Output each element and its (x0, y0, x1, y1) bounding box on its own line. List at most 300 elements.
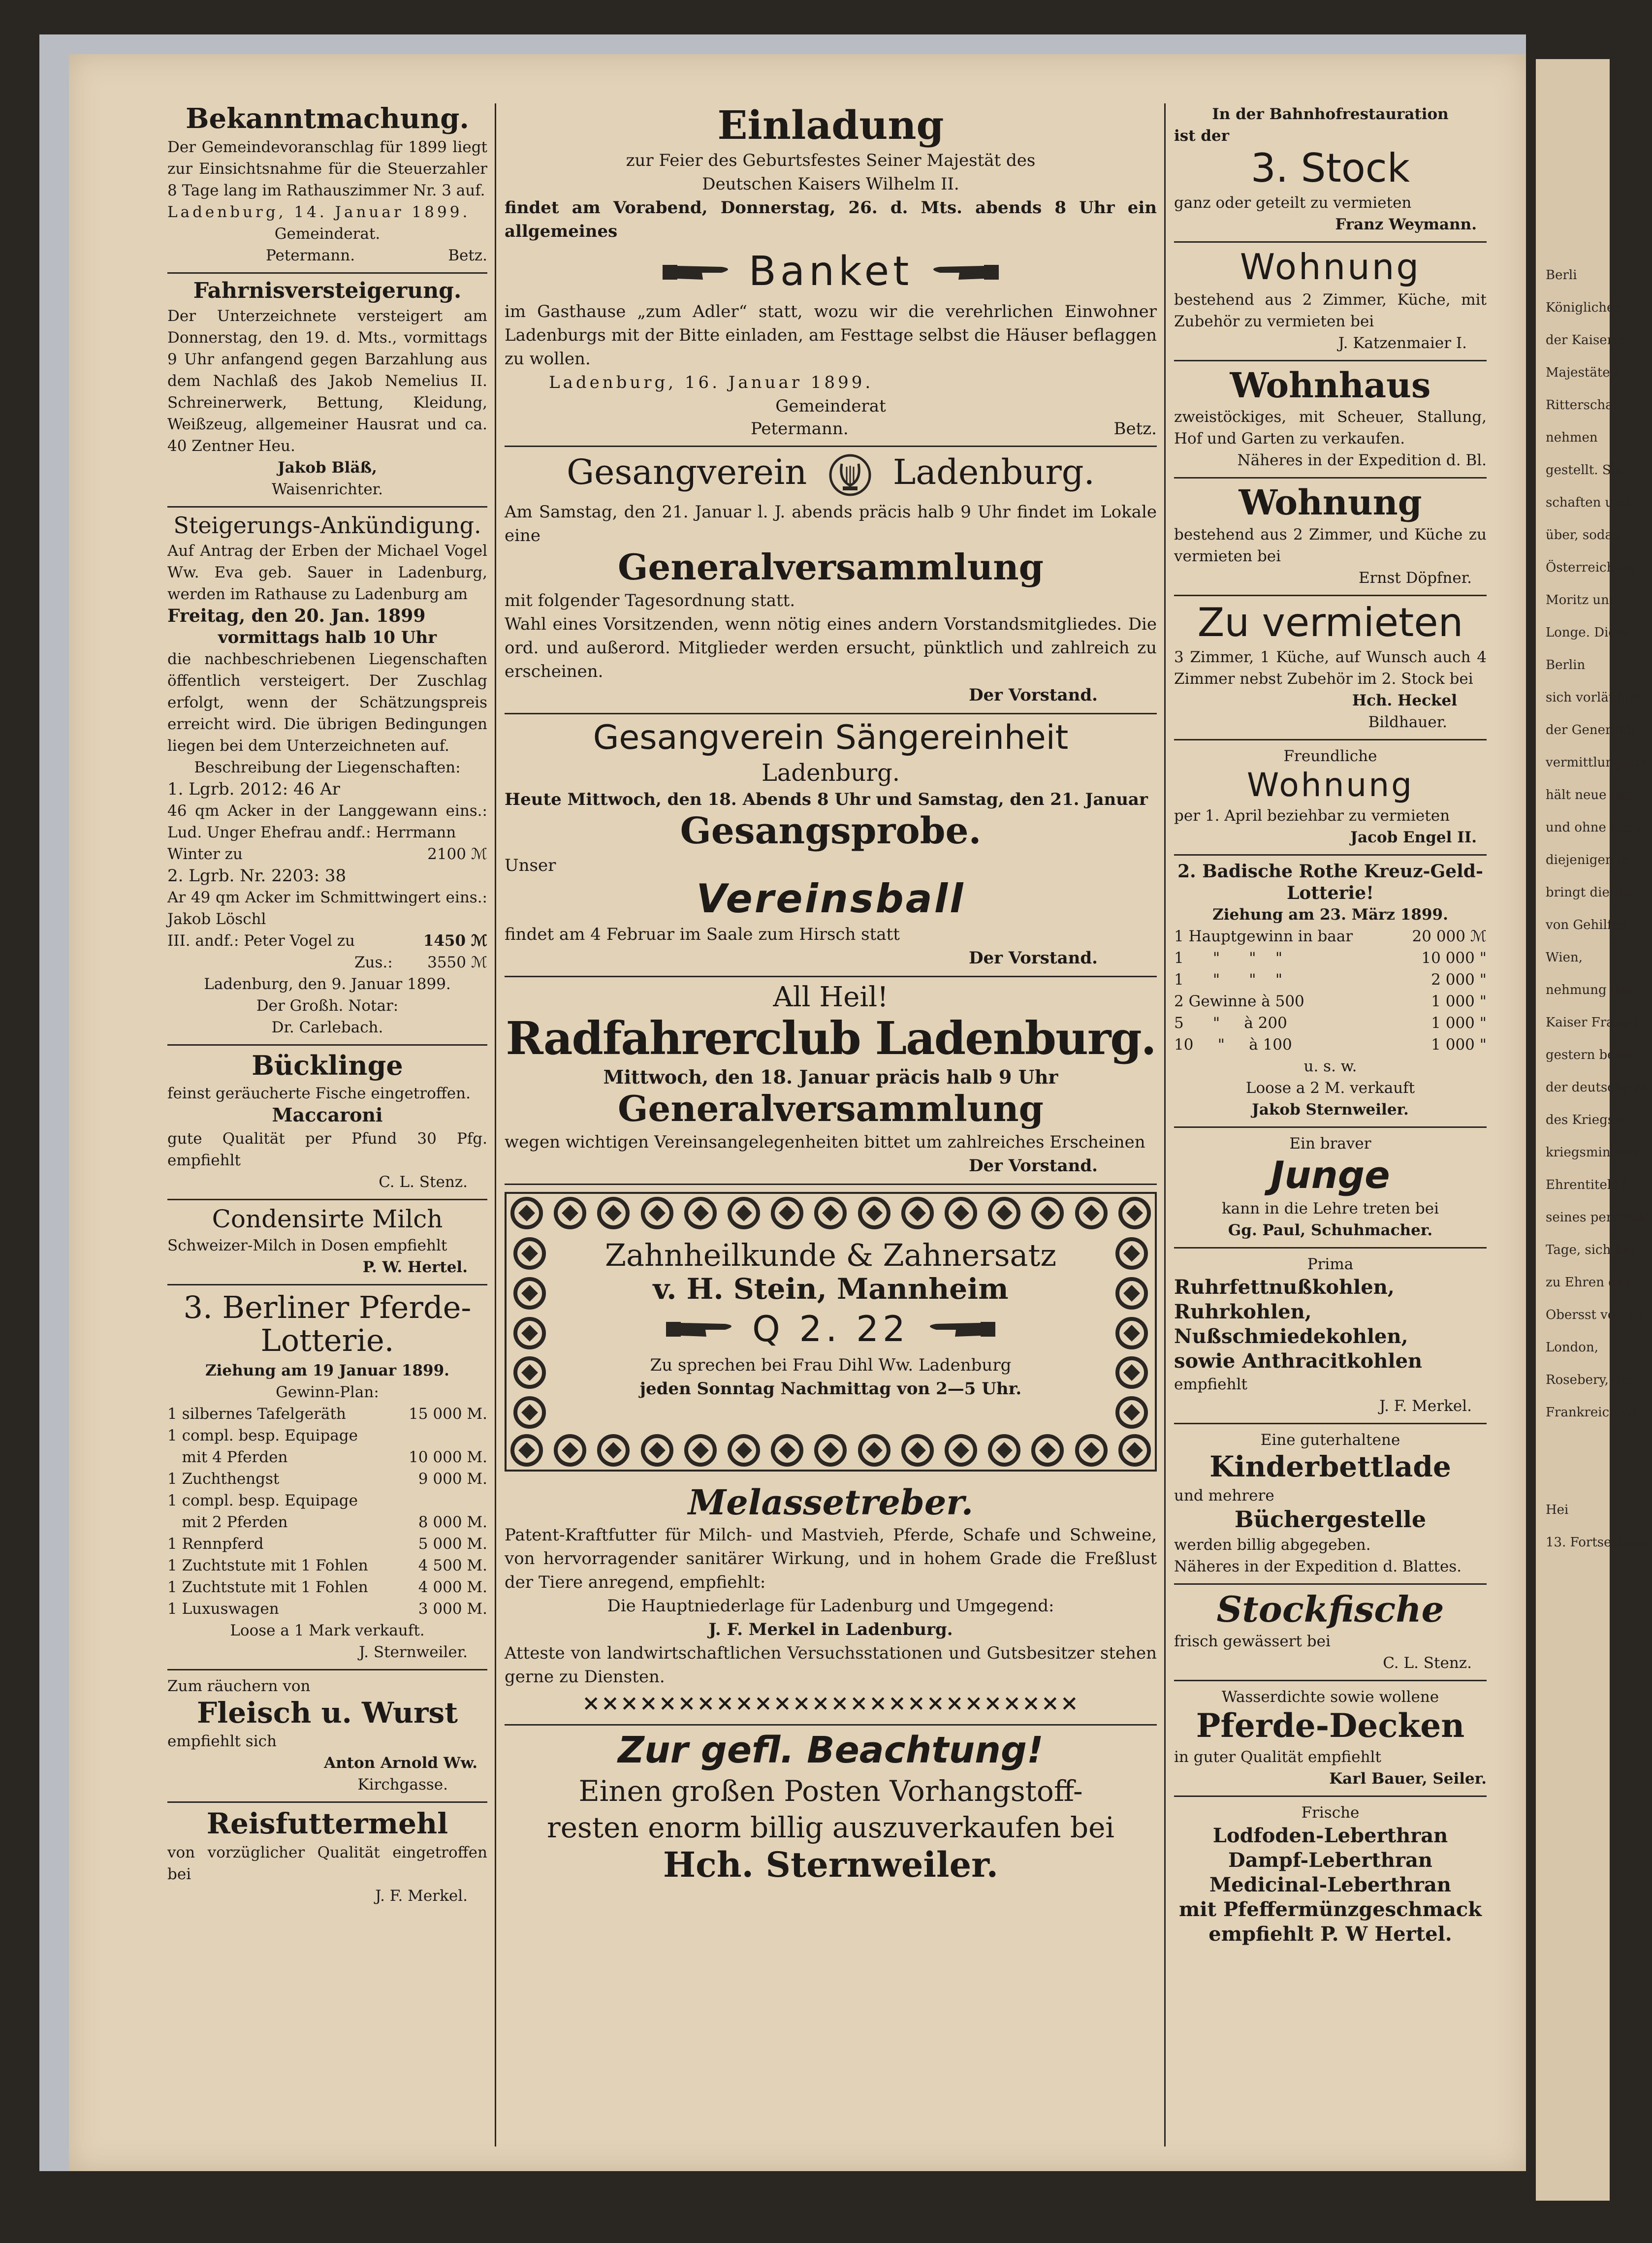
ad-text: Ein braver (1289, 1134, 1371, 1153)
ornament-ring-icon (771, 1434, 803, 1467)
ad-text: 1. Lgrb. 2012: 46 Ar (167, 779, 340, 800)
ad-text: Freundliche (1283, 747, 1377, 765)
ad-text: resten enorm billig auszuverkaufen bei (547, 1810, 1114, 1844)
prize-label: mit 4 Pferden (167, 1448, 288, 1466)
ornament-ring-icon (858, 1434, 890, 1467)
ad-signature: Franz Weymann. (1335, 216, 1477, 233)
ad-text: bestehend aus 2 Zimmer, und Küche zu vermieten bei (1174, 525, 1487, 565)
adjacent-page-text: Wien, (1546, 950, 1583, 965)
adjacent-page-text: Hei (1546, 1503, 1569, 1517)
prize-row (167, 1576, 487, 1598)
ad-date: Ladenburg, 14. Januar 1899. (167, 203, 471, 221)
ad-signature: Hch. Heckel (1352, 691, 1457, 709)
ad-steigerung (167, 508, 487, 1046)
adjacent-page-text: bringt die Do (1546, 885, 1632, 900)
ad-text: Auf Antrag der Erben der Michael Vogel Ww. Eva geb. Sauer in Ladenburg, werden im Rathause zu Ladenburg am (167, 542, 487, 604)
pointing-hand-right-icon (663, 258, 736, 286)
ad-text: Einen großen Posten Vorhangstoff- (578, 1774, 1083, 1808)
adjacent-page-text: von Gehilfen (1546, 918, 1628, 932)
prize-row (1174, 1012, 1487, 1034)
ad-text: wegen wichtigen Vereinsangelegenheiten bittet um zahlreiches Erscheinen (505, 1132, 1145, 1152)
ad-signature: Petermann. (266, 246, 355, 264)
prize-label: 1 silbernes Tafelgeräth (167, 1405, 346, 1423)
ornament-ring-icon (1115, 1356, 1148, 1389)
ornament-ring-icon (771, 1197, 803, 1229)
ad-title: Wohnung (1239, 246, 1421, 288)
ornament-ring-icon (513, 1317, 546, 1349)
ad-headline: Generalversammlung (618, 1088, 1044, 1130)
ad-text: im Gasthause „zum Adler“ statt, wozu wir die verehrlichen Einwohner Ladenburgs mit der Bitte einladen, am Festtage selbst die Häuser beflaggen zu wollen. (505, 302, 1157, 369)
ad-stockfische (1174, 1585, 1487, 1682)
adjacent-page-text: des Kriegsm (1546, 1113, 1626, 1127)
adjacent-page-text: gestern beim (1546, 1048, 1631, 1062)
ad-title: Bücklinge (252, 1050, 403, 1082)
ad-title: Junge (1271, 1153, 1390, 1197)
ad-title: Melassetreber. (688, 1481, 974, 1523)
ad-title: Wohnung (1247, 766, 1414, 804)
ad-gesangverein (505, 447, 1157, 714)
ornament-ring-icon (641, 1434, 673, 1467)
ad-signature: Karl Bauer, Seiler. (1329, 1769, 1487, 1788)
ad-fahrnisversteigerung (167, 274, 487, 508)
ad-headline: Gesangsprobe. (680, 809, 982, 852)
ad-kinderbettlade (1174, 1424, 1487, 1585)
adjacent-page-text: Ritterschaf (1546, 398, 1618, 413)
adjacent-page-text: zu Ehren des (1546, 1275, 1631, 1290)
ornament-ring-icon (1115, 1277, 1148, 1310)
ad-text: Näheres in der Expedition d. Blattes. (1174, 1557, 1462, 1575)
ad-value: 1450 ℳ (423, 932, 487, 950)
adjacent-page-text: gestellt. Sie (1546, 463, 1623, 478)
ornament-ring-icon (814, 1197, 847, 1229)
adjacent-page-text: kriegsminister (1546, 1145, 1640, 1160)
ad-text: Unser (505, 855, 556, 875)
adjacent-page-text: Berli (1546, 268, 1577, 283)
prize-value: 5 000 M. (418, 1535, 487, 1553)
ad-signature: Kirchgasse. (357, 1776, 448, 1794)
column-middle (505, 98, 1157, 2147)
ad-radfahrerclub (505, 977, 1157, 1185)
adjacent-page-text: hält neue Bro (1546, 788, 1634, 802)
ad-text: Patent-Kraftfutter für Milch- und Mastvieh, Pferde, Schafe und Schweine, von hervorragender sanitärer Wirkung, und in hohem Grade die Freßlust der Tiere anregend, empfiehlt: (505, 1525, 1157, 1593)
ornament-ring-icon (1031, 1197, 1064, 1229)
ornament-border-bottom (507, 1431, 1155, 1470)
ad-text: Näheres in der Expedition d. Bl. (1237, 451, 1487, 470)
ad-einladung (505, 98, 1157, 447)
ad-greeting: All Heil! (773, 981, 889, 1013)
ornament-ring-icon (901, 1434, 934, 1467)
ornament-ring-icon (1118, 1434, 1151, 1467)
ornament-ring-icon (988, 1434, 1020, 1467)
prize-value: 1 000 " (1431, 992, 1487, 1010)
ornament-ring-icon (554, 1434, 586, 1467)
prize-label: 1 Zuchtstute mit 1 Fohlen (167, 1578, 368, 1596)
ornament-ring-icon (901, 1197, 934, 1229)
ad-text: werden billig abgegeben. (1174, 1536, 1371, 1554)
pointing-hand-right-icon (666, 1315, 740, 1343)
ad-time: vormittags halb 10 Uhr (218, 628, 437, 648)
prize-label: 5 " à 200 (1174, 1014, 1287, 1032)
ad-text: Eine guterhaltene (1260, 1431, 1400, 1449)
ornament-ring-icon (1118, 1197, 1151, 1229)
ornament-ring-icon (513, 1396, 546, 1429)
ad-text: und mehrere (1174, 1486, 1274, 1505)
ad-title: Stockfische (1216, 1588, 1444, 1630)
adjacent-page-text: Longe. Diese (1546, 625, 1630, 640)
ad-subheading: Beschreibung der Liegenschaften: (194, 759, 461, 777)
prize-row (167, 1555, 487, 1576)
ad-text: ganz oder geteilt zu vermieten (1174, 194, 1412, 212)
ornament-ring-icon (684, 1434, 717, 1467)
ornament-ring-icon (858, 1197, 890, 1229)
prize-row (1174, 926, 1487, 947)
ad-dritter-stock (1174, 98, 1487, 243)
adjacent-page-text: Moritz und (1546, 593, 1618, 608)
prize-label: 1 Zuchthengst (167, 1470, 280, 1488)
ad-text: Der Gemeindevoranschlag für 1899 liegt zur Einsichtsnahme für die Steuerzahler 8 Tage lang im Rathauszimmer Nr. 3 auf. (167, 138, 487, 199)
ad-text: frisch gewässert bei (1174, 1633, 1331, 1651)
adjacent-page-text: der deutsche M (1546, 1080, 1648, 1095)
ad-sum-value: 3550 ℳ (427, 954, 487, 972)
ornament-ring-icon (945, 1434, 977, 1467)
ornament-row: ×××××××××××××××××××××××××× (582, 1691, 1080, 1716)
ad-text: Wahl eines Vorsitzenden, wenn nötig eines andern Vorstandsmitgliedes. Die ord. und außerord. Mitglieder werden ersucht, pünktlich und zahlreich zu erscheinen. (505, 614, 1157, 681)
prize-label: 1 compl. besp. Equipage (167, 1491, 358, 1509)
ad-signature: C. L. Stenz. (379, 1173, 468, 1191)
ad-text: per 1. April beziehbar zu vermieten (1174, 806, 1450, 825)
ornament-ring-icon (1031, 1434, 1064, 1467)
ad-text: in guter Qualität empfiehlt (1174, 1748, 1381, 1766)
ad-text: Die Hauptniederlage für Ladenburg und Umgegend: (607, 1596, 1054, 1616)
ad-text: Schweizer-Milch in Dosen empfiehlt (167, 1237, 447, 1255)
prize-list (167, 1403, 487, 1620)
ad-title: Fleisch u. Wurst (197, 1696, 458, 1730)
ornament-ring-icon (510, 1434, 543, 1467)
ad-signature: Der Großh. Notar: (256, 997, 399, 1015)
prize-label: 1 " " " (1174, 949, 1283, 967)
ad-title: Condensirte Milch (212, 1204, 443, 1233)
ad-body (556, 1238, 1106, 1425)
ad-text: findet am 4 Februar im Saale zum Hirsch statt (505, 924, 900, 944)
prize-label: mit 2 Pferden (167, 1513, 288, 1531)
adjacent-page-text: schaften und (1546, 495, 1630, 510)
column-divider (495, 103, 496, 2147)
ad-headline: Vereinsball (696, 875, 965, 922)
adjacent-page-text: vermittlungsste (1546, 755, 1648, 770)
adjacent-page-text: Ehrentitels f (1546, 1178, 1627, 1192)
ad-title: 3. Stock (1250, 145, 1410, 191)
ad-fleisch-wurst (167, 1670, 487, 1803)
ad-signature: Betz. (448, 246, 487, 264)
ornament-ring-icon (1075, 1197, 1108, 1229)
ad-title: Steigerungs-Ankündigung. (173, 512, 481, 539)
ad-text: empfiehlt (1174, 1375, 1247, 1393)
ad-zu-vermieten (1174, 596, 1487, 740)
ad-junge (1174, 1128, 1487, 1249)
adjacent-page-text: und ohne Kurs (1546, 820, 1641, 835)
prize-row (167, 1533, 487, 1555)
prize-value: 3 000 M. (418, 1600, 487, 1618)
ad-signature: Bildhauer. (1368, 713, 1447, 731)
ornament-ring-icon (597, 1434, 630, 1467)
ad-text: 3 Zimmer, 1 Küche, auf Wunsch auch 4 Zimmer nebst Zubehör im 2. Stock bei (1174, 648, 1487, 688)
ad-signature: J. F. Merkel in Ladenburg. (708, 1620, 953, 1640)
ad-item: Medicinal-Leberthran (1209, 1873, 1451, 1896)
ad-title: Fahrnisversteigerung. (193, 278, 462, 303)
prize-list (1174, 926, 1487, 1056)
ad-town: Ladenburg. (761, 759, 900, 787)
address-line (556, 1308, 1106, 1349)
ad-signature: C. L. Stenz. (1383, 1654, 1472, 1672)
ornament-ring-icon (945, 1197, 977, 1229)
ad-title: Zu vermieten (1197, 599, 1463, 645)
ad-text: Zu sprechen bei Frau Dihl Ww. Ladenburg (650, 1355, 1012, 1375)
ad-bekanntmachung (167, 98, 487, 274)
prize-row (167, 1598, 487, 1620)
ad-text: feinst geräucherte Fische eingetroffen. (167, 1084, 471, 1102)
adjacent-page-text: 13. Fortsetzung. (1546, 1535, 1652, 1550)
ad-title: Einladung (717, 102, 944, 148)
ad-subheading: Gewinn-Plan: (276, 1383, 379, 1401)
ad-title: Reisfuttermehl (206, 1807, 448, 1841)
pointing-hand-left-icon (921, 1315, 995, 1343)
ad-reisfuttermehl (167, 1803, 487, 1913)
ad-title: Pferde-Decken (1196, 1706, 1465, 1745)
prize-row (1174, 991, 1487, 1012)
prize-value: 10 000 " (1421, 949, 1487, 967)
ad-address: Q 2. 22 (752, 1308, 909, 1349)
ad-text: mit folgender Tagesordnung statt. (505, 590, 795, 610)
prize-value: 9 000 M. (418, 1470, 487, 1488)
ad-signature: Gemeinderat. (274, 224, 381, 243)
ad-text: ist der (1174, 127, 1230, 145)
adjacent-page-text: nehmung des (1546, 983, 1633, 997)
ad-signature: Betz. (1113, 419, 1157, 439)
ad-title: 3. Berliner Pferde- (183, 1289, 472, 1326)
prize-value: 8 000 M. (418, 1513, 487, 1531)
ad-leberthran (1174, 1797, 1487, 1953)
ad-text: jeden Sonntag Nachmittag von 2—5 Uhr. (639, 1378, 1022, 1399)
ad-signature: Hch. Sternweiler. (663, 1844, 998, 1885)
adjacent-page-text: Österreich-un (1546, 560, 1636, 575)
ad-kohlen (1174, 1249, 1487, 1424)
ad-title: 2. Badische Rothe Kreuz-Geld-Lotterie! (1177, 861, 1483, 903)
ornament-ring-icon (554, 1197, 586, 1229)
prize-row (167, 1490, 487, 1511)
ad-name: v. H. Stein, Mannheim (653, 1272, 1009, 1306)
ad-text: 46 qm Acker in der Langgewann eins.: Lud. Unger Ehefrau andf.: Herrmann (167, 802, 487, 842)
prize-value: 1 000 " (1431, 1014, 1487, 1032)
prize-value: 1 000 " (1431, 1035, 1487, 1054)
ornament-ring-icon (728, 1434, 760, 1467)
prize-value: 2 000 " (1431, 970, 1487, 989)
adjacent-page-text: der Kaiserin (1546, 333, 1626, 348)
ornament-ring-icon (513, 1237, 546, 1270)
ad-signature: Der Vorstand. (969, 948, 1098, 968)
ad-condensirte-milch (167, 1200, 487, 1286)
ad-text: Deutschen Kaisers Wilhelm II. (702, 174, 959, 194)
adjacent-page-text: diejenigen in (1546, 853, 1630, 867)
ad-signature: Der Vorstand. (969, 1155, 1098, 1176)
ad-date: Ladenburg, den 9. Januar 1899. (204, 975, 451, 993)
ad-signature: Jakob Bläß, (278, 458, 377, 477)
adjacent-page-text: Majestäten (1546, 365, 1619, 380)
banket-line (505, 248, 1157, 295)
prize-row (1174, 969, 1487, 991)
prize-row (167, 1446, 487, 1468)
prize-label: 2 Gewinne à 500 (1174, 992, 1304, 1010)
ad-text: bestehend aus 2 Zimmer, Küche, mit Zubehör zu vermieten bei (1174, 290, 1487, 330)
ad-signature: empfiehlt P. W Hertel. (1208, 1922, 1452, 1946)
prize-label: 1 compl. besp. Equipage (167, 1426, 358, 1444)
ornament-border-left (510, 1232, 549, 1431)
ad-item: Ruhrfettnußkohlen, (1174, 1275, 1395, 1299)
ad-draw-date: Ziehung am 23. März 1899. (1212, 905, 1448, 924)
ad-text: In der Bahnhofrestauration (1212, 105, 1449, 123)
ad-text: Mittwoch, den 18. Januar präcis halb 9 Uhr (603, 1066, 1058, 1089)
adjacent-page-text: seines persönlic (1546, 1210, 1651, 1225)
ad-buecklinge (167, 1046, 487, 1200)
ornament-ring-icon (597, 1197, 630, 1229)
ad-text: Winter zu (167, 845, 243, 864)
column-right (1174, 98, 1487, 2147)
ad-text: von vorzüglicher Qualität eingetroffen bei (167, 1844, 487, 1884)
prize-value: 10 000 M. (409, 1448, 487, 1466)
prize-row (167, 1425, 487, 1446)
ad-signature: J. F. Merkel. (375, 1887, 468, 1905)
ad-text: die nachbeschriebenen Liegenschaften öffentlich versteigert. Der Zuschlag erfolgt, wenn der Schätzungspreis erreicht wird. Die übrigen Bedingungen liegen bei dem Unterzeichneten auf. (167, 650, 487, 755)
adjacent-page-text: Obersst von So (1546, 1308, 1644, 1322)
ad-sum-label: Zus.: (354, 954, 393, 972)
adjacent-page-edge (1536, 59, 1652, 2201)
adjacent-page-text: Berlin (1546, 658, 1586, 673)
ad-subtitle: Maccaroni (272, 1103, 383, 1126)
ad-text: Der Unterzeichnete versteigert am Donnerstag, den 19. d. Mts., vormittags 9 Uhr anfangend gegen Barzahlung aus dem Nachlaß des Jakob Nemelius II. Schreinerwerk, Bettung, Kleidung, Weißzeug, allgemeiner Hausrat und ca. 40 Zentner Heu. (167, 307, 487, 455)
prize-value: 4 500 M. (418, 1556, 487, 1574)
ornament-ring-icon (814, 1434, 847, 1467)
ad-freundliche-wohnung (1174, 740, 1487, 856)
ad-text: Zum räuchern von (167, 1677, 311, 1695)
ad-melassetreber (505, 1478, 1157, 1726)
adjacent-page-text: über, sodas (1546, 528, 1620, 543)
ad-text: Atteste von landwirtschaftlichen Versuchsstationen und Gutsbesitzer stehen gerne zu Diensten. (505, 1643, 1157, 1687)
ad-title: Wohnung (1239, 482, 1422, 523)
ornament-border-right (1112, 1232, 1151, 1431)
ad-item: mit Pfeffermünzgeschmack (1179, 1897, 1482, 1921)
ad-signature: Dr. Carlebach. (271, 1019, 383, 1037)
ornament-border-top (507, 1194, 1155, 1232)
ad-pferde-lotterie (167, 1285, 487, 1670)
ad-title: Lotterie. (260, 1322, 394, 1359)
ad-wohnhaus (1174, 361, 1487, 479)
ad-date: Freitag, den 20. Jan. 1899 (167, 606, 426, 627)
ad-item: Ruhrkohlen, (1174, 1300, 1312, 1323)
ad-date: Ladenburg, 16. Januar 1899. (549, 373, 874, 392)
prize-row (1174, 947, 1487, 969)
ad-text: Ar 49 qm Acker im Schmittwingert eins.: Jakob Löschl (167, 889, 487, 929)
ad-signature: Jacob Engel II. (1350, 828, 1477, 846)
ad-item: Dampf-Leberthran (1228, 1848, 1432, 1872)
ad-title: Gesangverein (567, 452, 807, 492)
ad-signature: Jakob Sternweiler. (1252, 1100, 1409, 1119)
prize-row (167, 1511, 487, 1533)
ad-text: Loose a 1 Mark verkauft. (230, 1621, 425, 1639)
ad-wohnung-doepfner (1174, 479, 1487, 596)
prize-label: 1 Hauptgewinn in baar (1174, 927, 1353, 945)
ad-title: Wohnhaus (1230, 364, 1431, 406)
ad-signature: Ernst Döpfner. (1358, 569, 1472, 587)
ad-title: Zur gefl. Beachtung! (618, 1729, 1044, 1772)
adjacent-page-text: Königlichen (1546, 300, 1623, 315)
ad-rothe-kreuz-lotterie (1174, 856, 1487, 1128)
adjacent-page-text: sich vorläufige (1546, 690, 1641, 705)
ad-item: Nußschmiedekohlen, (1174, 1324, 1408, 1348)
ad-draw-date: Ziehung am 19 Januar 1899. (205, 1361, 449, 1379)
adjacent-page-text: der Generaldi (1546, 723, 1636, 737)
ad-signature: J. F. Merkel. (1379, 1397, 1472, 1415)
ornament-ring-icon (513, 1277, 546, 1310)
ornament-ring-icon (513, 1356, 546, 1389)
ornament-ring-icon (510, 1197, 543, 1229)
lyre-emblem-icon (828, 453, 872, 497)
ad-signature: P. W. Hertel. (362, 1258, 468, 1277)
prize-row (1174, 1034, 1487, 1056)
ornament-ring-icon (1115, 1396, 1148, 1429)
ad-text: Heute Mittwoch, den 18. Abends 8 Uhr und Samstag, den 21. Januar (505, 789, 1148, 809)
adjacent-page-text: London, (1546, 1340, 1598, 1355)
ad-signature: Anton Arnold Ww. (324, 1754, 477, 1772)
adjacent-page-text: Rosebery, dem (1546, 1373, 1641, 1387)
ad-title: Ladenburg. (892, 452, 1095, 492)
ad-text: III. andf.: Peter Vogel zu (167, 932, 355, 950)
ad-headline: Generalversammlung (618, 546, 1044, 588)
ornament-ring-icon (1115, 1317, 1148, 1349)
ad-item: Lodfoden-Leberthran (1212, 1824, 1448, 1847)
prize-row (167, 1403, 487, 1425)
ad-subtitle: Büchergestelle (1234, 1506, 1427, 1533)
ad-zahnheilkunde (505, 1192, 1157, 1472)
adjacent-page-text: Kaiser Franz-J (1546, 1015, 1639, 1030)
ad-pferde-decken (1174, 1681, 1487, 1796)
ad-text: Frische (1301, 1803, 1360, 1822)
ad-text: empfiehlt sich (167, 1732, 277, 1751)
ad-beachtung (505, 1726, 1157, 1891)
ad-text: 2. Lgrb. Nr. 2203: 38 (167, 866, 347, 886)
pointing-hand-left-icon (925, 258, 999, 286)
ad-title: Radfahrerclub Ladenburg. (506, 1012, 1156, 1065)
prize-label: 1 Luxuswagen (167, 1600, 279, 1618)
ad-banket: Banket (748, 248, 913, 295)
ad-signature: Petermann. (751, 419, 849, 439)
ornament-ring-icon (1075, 1434, 1108, 1467)
ad-title: Bekanntmachung. (186, 102, 469, 135)
ornament-ring-icon (988, 1197, 1020, 1229)
ad-text: Am Samstag, den 21. Januar l. J. abends präcis halb 9 Uhr findet im Lokale eine (505, 502, 1157, 545)
ad-signature: Gemeinderat (775, 396, 886, 416)
ad-text: Wasserdichte sowie wollene (1221, 1688, 1439, 1706)
prize-value: 4 000 M. (418, 1578, 487, 1596)
ad-text: kann in die Lehre treten bei (1221, 1199, 1439, 1218)
ad-title: Kinderbettlade (1209, 1449, 1451, 1483)
prize-label: 1 Rennpferd (167, 1535, 264, 1553)
adjacent-page-text: Tage, sich bei (1546, 1243, 1635, 1257)
ad-text: zur Feier des Geburtsfestes Seiner Majestät des (626, 151, 1036, 170)
ornament-ring-icon (728, 1197, 760, 1229)
prize-value: 20 000 ℳ (1412, 927, 1487, 945)
prize-label: 1 Zuchtstute mit 1 Fohlen (167, 1556, 368, 1574)
ad-title-row (505, 453, 1157, 497)
ad-wohnung-katzenmaier (1174, 243, 1487, 361)
